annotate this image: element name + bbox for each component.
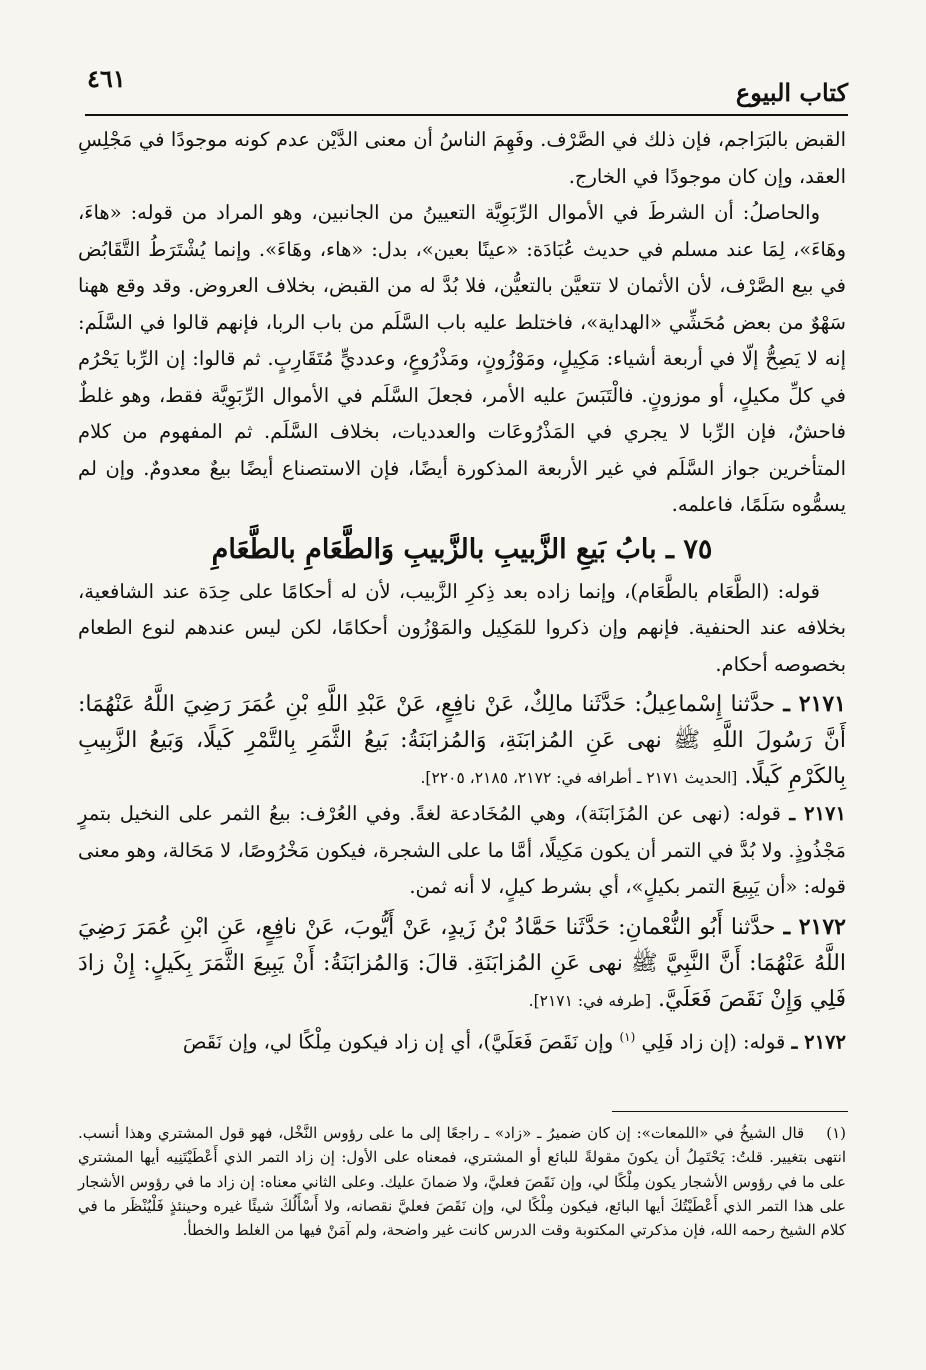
footnote-1 <box>78 1121 846 1242</box>
commentary-2172 <box>78 1019 846 1061</box>
commentary-number: ٢١٧١ ـ <box>789 802 846 825</box>
page-header <box>85 58 848 116</box>
commentary-text: قوله: (نهى عن المُزَابَنَة)، وهي المُخَادعة لغةً. وفي العُرْف: بيعُ الثمر على النخيل بتمرٍ مَجْذُوذٍ. ولا بُدَّ في التمر أن يكون مَكِيلًا، أمَّا ما على الشجرة، فيكون مَخْرُوصًا، لا مَحَالة، وهو معنى قوله: «أن يَبِيعَ التمر بكيلٍ»، أي بشرط كيلٍ، لا أنه ثمن. <box>78 802 846 898</box>
commentary-2171 <box>78 796 846 906</box>
hadith-reference: [طرفه في: ٢١٧١]. <box>528 991 652 1010</box>
page-number: ٤٦١ <box>87 64 126 93</box>
footnote-marker[interactable]: (١) <box>619 1029 636 1044</box>
hadith-reference: [الحديث ٢١٧١ ـ أطرافه في: ٢١٧٢، ٢١٨٥، ٢٢٠٥]. <box>420 769 738 787</box>
footnote-divider <box>612 1111 848 1112</box>
hadith-number: ٢١٧٢ ـ <box>783 913 846 940</box>
hadith-number: ٢١٧١ ـ <box>783 691 846 717</box>
commentary-text-after: وإن نَقَصَ فَعَلَيَّ)، أي إن زاد فيكون مِلْكًا لي، وإن نَقَصَ <box>182 1030 614 1053</box>
main-text <box>78 122 846 1061</box>
footnotes <box>78 1121 846 1242</box>
chapter-heading: ٧٥ ـ بابُ بَيعِ الزَّبيبِ بالزَّبيبِ وَالطَّعَامِ بالطَّعَامِ <box>211 533 713 565</box>
hadith-2172 <box>78 909 846 1019</box>
paragraph-summary: والحاصلُ: أن الشرطَ في الأموال الرِّبَوِيَّة التعيينُ من الجانبين، وهو المراد من قوله: «هاءَ، وهَاءَ»، لِمَا عند مسلم في حديث عُبَادَة: «عينًا بعين»، بدل: «هاء، وهَاءَ». وإنما يُشْتَرَطُ التَّقَابُض في بيع الصَّرْف، لأن الأثمان لا تتعيَّن بالتعيُّن، فلا بُدَّ له من القبض، بخلاف العروض. وقد وقع ههنا سَهْوٌ من بعض مُحَشِّي «الهداية»، فاختلط عليه باب السَّلَم من باب الربا، فإنهم قالوا في السَّلَم: إنه لا يَصِحُّ إلّا في أربعة أشياء: مَكِيلٍ، ومَوْزُونٍ، ومَذْرُوعٍ، وعدديٍّ مُتَقَارِبٍ. ثم قالوا: إن الرِّبا يَحْرُم في كلِّ مكيلٍ، أو موزونٍ. فالْتَبَسَ عليه الأمر، فجعلَ السَّلَم في الأموال الرِّبَوِيَّة فقط، وهو غلطٌ فاحشٌ، فإن الرِّبا لا يجري في المَذْرُوعَات والعدديات، بخلاف السَّلَم. ثم المفهوم من كلام المتأخرين جواز السَّلَم في غير الأربعة المذكورة أيضًا، فإن الاستصناع أيضًا بيعٌ معدومٌ. وإن لم يسمُّوه سَلَمًا، فاعلمه. <box>78 201 846 516</box>
commentary-number: ٢١٧٢ ـ <box>791 1030 846 1053</box>
chapter-commentary: قوله: (الطَّعَام بالطَّعَام)، وإنما زاده بعد ذِكرِ الزَّبيب، لأن له أحكامًا على حِدَة عند الشافعية، بخلافه عند الحنفية. فإنهم وإن ذكروا للمَكِيل والمَوْزُون أحكامًا، لكن ليس عندهم لنوع الطعام بخصوصه أحكام. <box>78 579 846 676</box>
hadith-2171 <box>78 686 846 796</box>
running-title: كتاب البيوع <box>735 78 848 107</box>
paragraph-opening: القبض بالبَرَاجم، فإن ذلك في الصَّرْف. وفَهِمَ الناسُ أن معنى الدَّيْن عدم كونه موجودًا في مَجْلِسِ العقد، وإن كان موجودًا في الخارج. <box>78 128 846 188</box>
commentary-text-before: قوله: (إن زاد فَلِي <box>641 1030 786 1053</box>
hadith-text: حدَّثنا أَبُو النُّعْمانِ: حَدَّثَنا حَمَّادُ بْنُ زَيدٍ، عَنْ أَيُّوبَ، عَنْ نافِعٍ، عَنِ ابْنِ عُمَرَ رَضِيَ اللَّهُ عَنْهُمَا: أَنَّ النَّبِيَّ ﷺ نهى عَنِ المُزابَنَةِ. قالَ: وَالمُزابَنَةُ: أَنْ يَبِيعَ الثَّمَرَ بِكَيلٍ: إِنْ زادَ فَلِي وَإِنْ نَقَصَ فَعَلَيَّ. <box>78 914 846 1012</box>
footnote-number: (١) <box>826 1124 846 1142</box>
footnote-text: قال الشيخُ في «اللمعات»: إن كان ضميرُ ـ «زاد» ـ راجعًا إلى ما على رؤوس النَّخْل، فهو قول المشتري وهذا أنسب. انتهى بتغيير. قلتُ: يَحْتَمِلُ أن يكونَ مقولةً للبائع أو المشتري، فمعناه على الأول: إن زاد التمر الذي أَعْطَيْتَنِيه أيها المشتري على ما في رؤوس الأشجار يكون مِلْكًا لي، وإن نَقَصَ فعليَّ، ولا ضمانَ عليك. وعلى الثاني معناه: إن زاد ما في رؤوس الأشجار على هذا التمر الذي أَعْطَيْتُكَ أيها البائع، فيكون مِلْكًا لي، وإن نَقَصَ فعليَّ نقصانه، ولا أَسْأَلُكَ شيئًا غيره وحينئذٍ فَلْيُنْظَر ما في كلام الشيخ رحمه الله، فإن مذكرتي المكتوبة وقت الدرس كانت غير واضحة، ولم آمَنْ فيها من الغلط والخطأ. <box>78 1124 846 1240</box>
hadith-text: حدَّثنا إِسْماعِيلُ: حَدَّثَنا مالِكٌ، عَنْ نافِعٍ، عَنْ عَبْدِ اللَّهِ بْنِ عُمَرَ رَضِيَ اللَّهُ عَنْهُمَا: أَنَّ رَسُولَ اللَّهِ ﷺ نهى عَنِ المُزابَنَةِ، وَالمُزابَنَةُ: بَيعُ الثَّمَرِ بِالتَّمْرِ كَيلًا، وَبَيعُ الزَّبِيبِ بِالكَرْمِ كَيلًا. <box>78 692 846 789</box>
